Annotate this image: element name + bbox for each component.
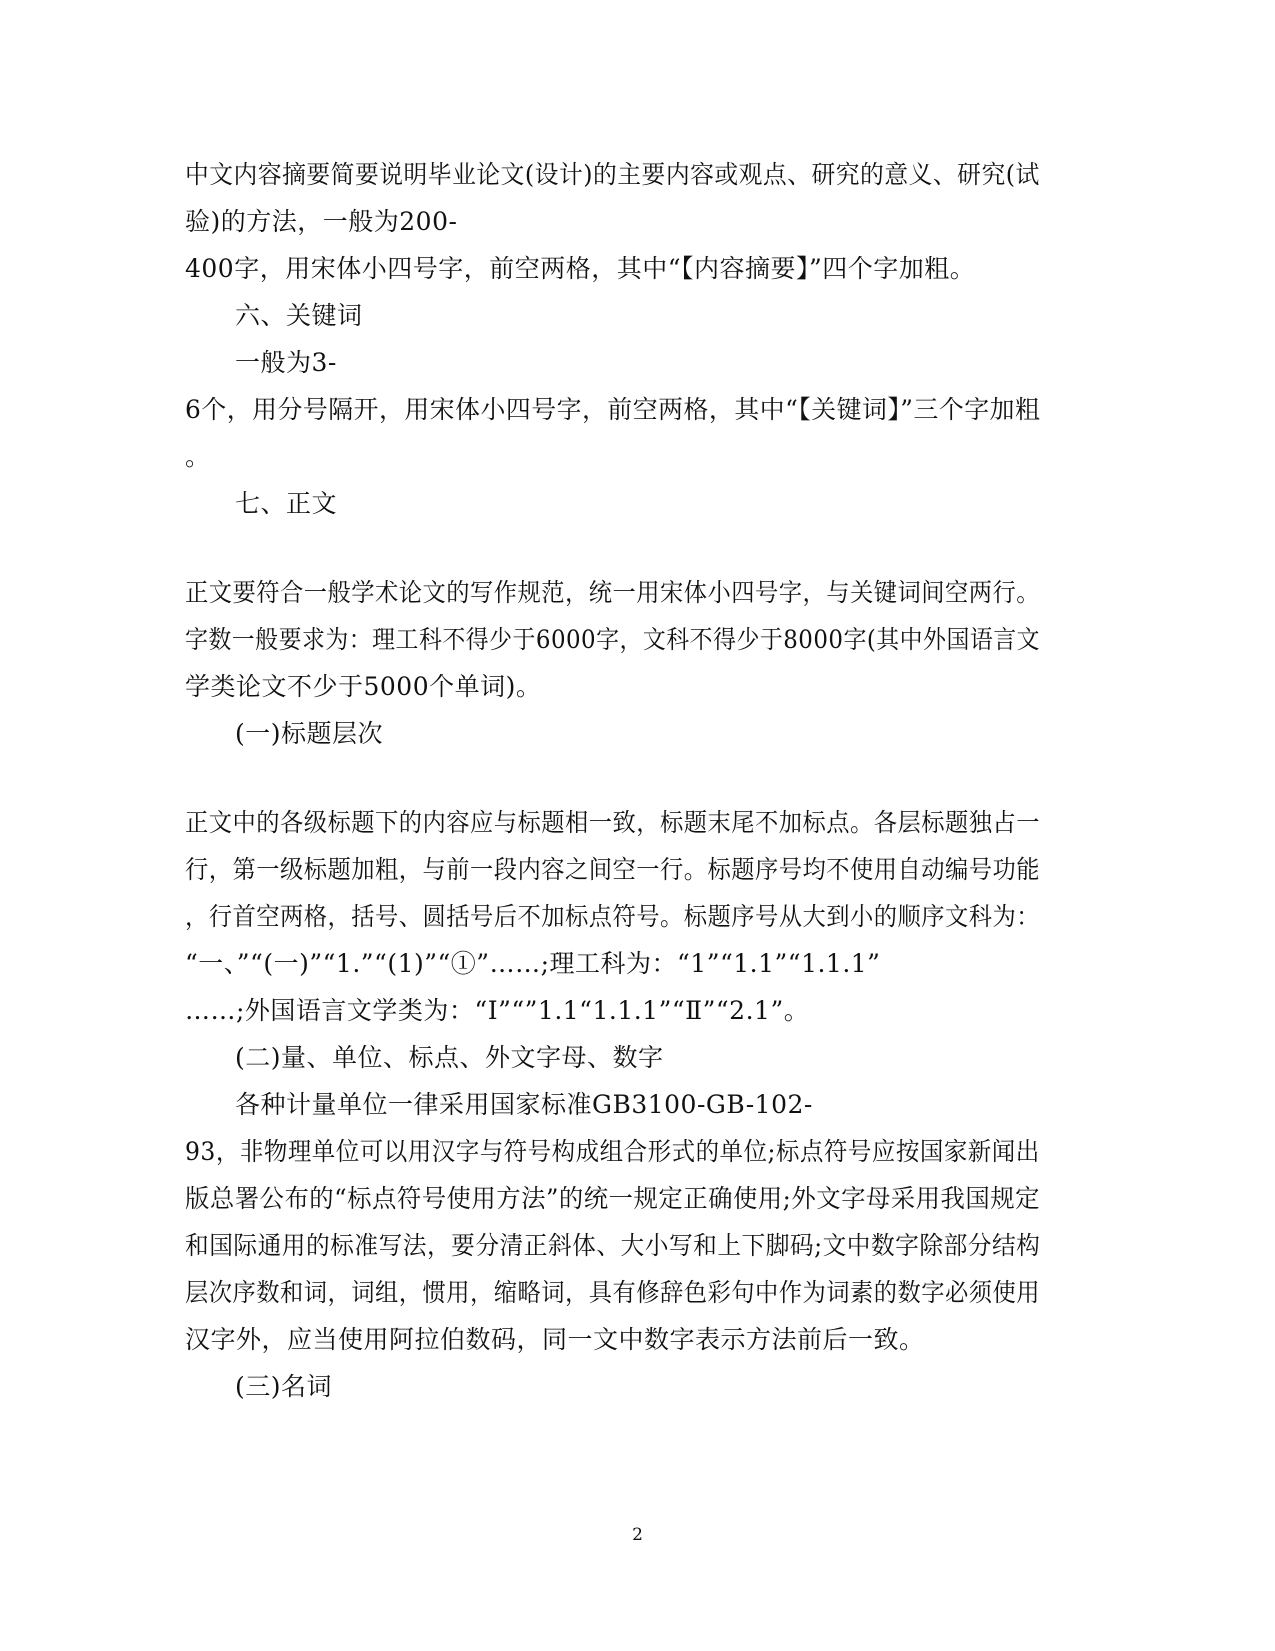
text-line: 一般为3-: [235, 348, 337, 377]
text-line: 学类论文不少于5000个单词)。: [185, 672, 542, 701]
text-line: 中文内容摘要简要说明毕业论文(设计)的主要内容或观点、研究的意义、研究(试: [185, 160, 1040, 189]
text-line: 层次序数和词，词组，惯用，缩略词，具有修辞色彩句中作为词素的数字必须使用: [185, 1278, 1041, 1307]
text-line: 版总署公布的“标点符号使用方法”的统一规定正确使用;外文字母采用我国规定: [185, 1184, 1040, 1213]
text-line: 字数一般要求为：理工科不得少于6000字，文科不得少于8000字(其中外国语言文: [185, 625, 1041, 654]
page-number: 2: [632, 1525, 643, 1545]
text-line: ，行首空两格，括号、圆括号后不加标点符号。标题序号从大到小的顺序文科为：: [185, 902, 1041, 931]
text-line: 各种计量单位一律采用国家标准GB3100-GB-102-: [235, 1090, 813, 1119]
subsection-heading: (三)名词: [235, 1372, 333, 1401]
text-line: 行，第一级标题加粗，与前一段内容之间空一行。标题序号均不使用自动编号功能: [185, 855, 1041, 884]
text-line: 和国际通用的标准写法，要分清正斜体、大小写和上下脚码;文中数字除部分结构: [185, 1231, 1041, 1260]
text-line: “一、”“(一)”“1.”“(1)”“①”……;理工科为：“1”“1.1”“1.1.1”: [185, 949, 881, 978]
text-line: ……;外国语言文学类为：“Ⅰ”“”1.1“1.1.1”“Ⅱ”“2.1”。: [185, 996, 810, 1025]
text-line: 6个，用分号隔开，用宋体小四号字，前空两格，其中“【关键词】”三个字加粗: [185, 395, 1041, 424]
section-heading: 七、正文: [235, 489, 338, 518]
text-line: 400字，用宋体小四号字，前空两格，其中“【内容摘要】”四个字加粗。: [185, 254, 976, 283]
text-line: 。: [185, 442, 211, 471]
text-line: 93，非物理单位可以用汉字与符号构成组合形式的单位;标点符号应按国家新闻出: [185, 1137, 1040, 1166]
text-line: 正文中的各级标题下的内容应与标题相一致，标题末尾不加标点。各层标题独占一: [185, 808, 1041, 837]
subsection-heading: (二)量、单位、标点、外文字母、数字: [235, 1043, 664, 1072]
text-line: 验)的方法，一般为200-: [185, 207, 458, 236]
text-line: 汉字外，应当使用阿拉伯数码，同一文中数字表示方法前后一致。: [185, 1325, 925, 1354]
subsection-heading: (一)标题层次: [235, 719, 384, 748]
section-heading: 六、关键词: [235, 301, 363, 330]
text-line: 正文要符合一般学术论文的写作规范，统一用宋体小四号字，与关键词间空两行。: [185, 578, 1041, 607]
